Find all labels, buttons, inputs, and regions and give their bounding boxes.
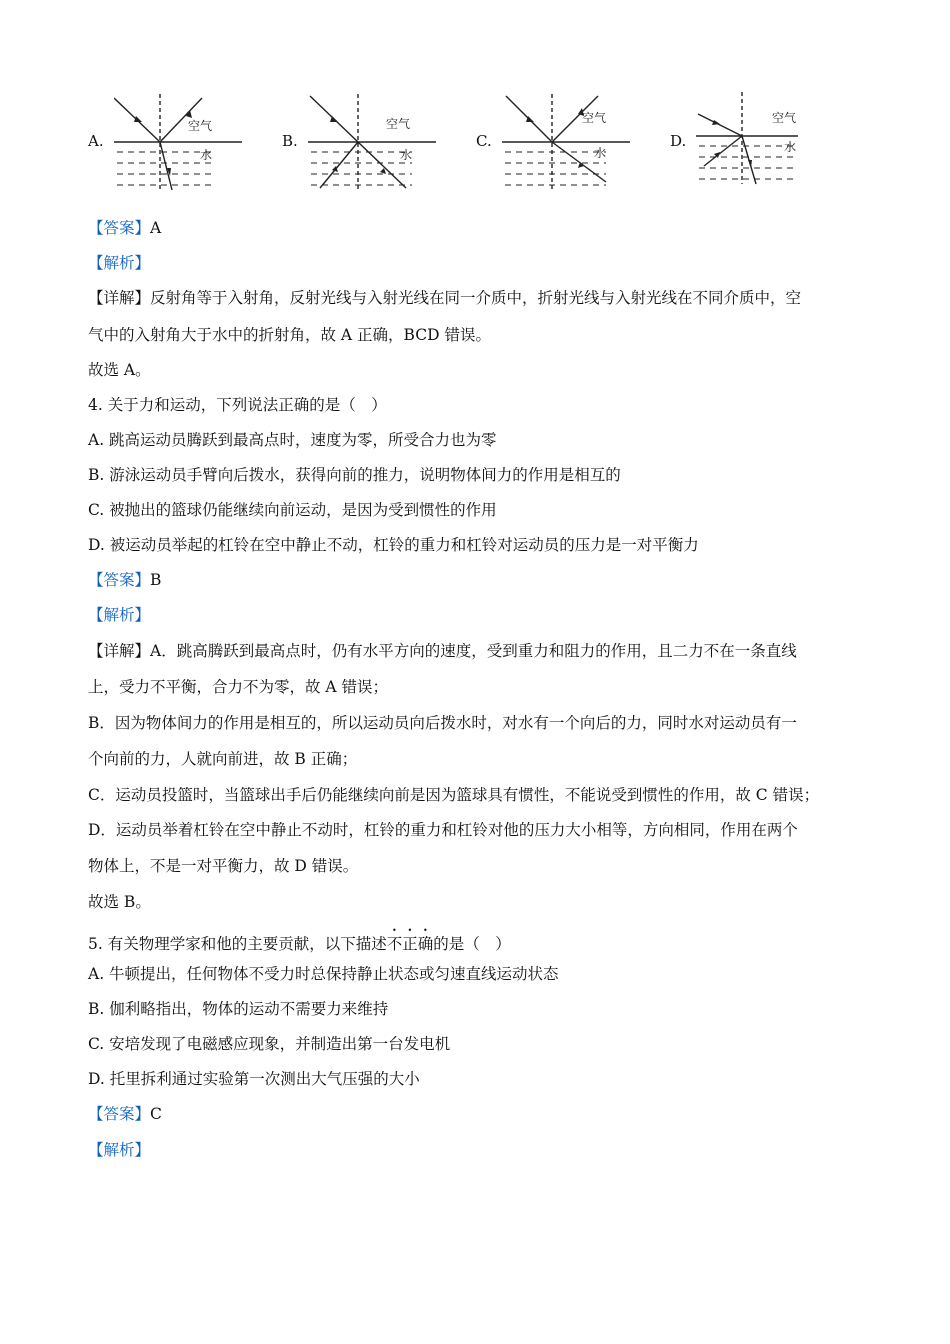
figure-option-label: B. [282, 132, 298, 150]
figure-option-label: A. [88, 132, 104, 150]
q4-detail-a-1: 【详解】A．跳高腾跃到最高点时，仍有水平方向的速度，受到重力和阻力的作用，且二力不在一条直线 [88, 642, 797, 660]
q5-analysis-tag: 【解析】 [88, 1141, 151, 1159]
emphasized-text: 不正确 [386, 935, 434, 953]
q4-detail-a-2: 上，受力不平衡，合力不为零，故 A 错误； [88, 678, 389, 696]
figure-option-a [88, 88, 288, 198]
q3-detail-line-2: 气中的入射角大于水中的折射角，故 A 正确，BCD 错误。 [88, 326, 491, 344]
q5-option-a: A. 牛顿提出，任何物体不受力时总保持静止状态或匀速直线运动状态 [88, 965, 559, 983]
answer-value: C [150, 1105, 162, 1123]
refraction-diagram-d [696, 88, 826, 193]
q5-stem: 5. 有关物理学家和他的主要贡献，以下描述不正确的是（ ） [88, 935, 511, 953]
answer-value: B [150, 571, 162, 589]
air-label: 空气 [772, 111, 797, 125]
q4-detail-b-1: B．因为物体间力的作用是相互的，所以运动员向后拨水时，对水有一个向后的力，同时水对运动员有一 [88, 714, 797, 732]
detail-tag: 【详解】 [88, 642, 151, 660]
q4-option-b: B. 游泳运动员手臂向后拨水，获得向前的推力，说明物体间力的作用是相互的 [88, 466, 621, 484]
water-label: 水 [200, 148, 213, 162]
answer-tag: 【答案】 [88, 219, 151, 237]
q3-analysis-tag: 【解析】 [88, 254, 151, 272]
q3-detail-line-1: 【详解】反射角等于入射角，反射光线与入射光线在同一介质中，折射光线与入射光线在不同介质中，空 [88, 289, 802, 307]
q4-option-a: A. 跳高运动员腾跃到最高点时，速度为零，所受合力也为零 [88, 431, 497, 449]
q5-option-d: D. 托里拆利通过实验第一次测出大气压强的大小 [88, 1070, 420, 1088]
q4-answer-line [88, 568, 161, 590]
answer-tag: 【答案】 [88, 571, 151, 589]
refraction-diagram-c [502, 88, 632, 193]
q5-option-c: C. 安培发现了电磁感应现象，并制造出第一台发电机 [88, 1035, 451, 1053]
q4-option-c: C. 被抛出的篮球仍能继续向前运动，是因为受到惯性的作用 [88, 501, 497, 519]
q4-detail-d-2: 物体上，不是一对平衡力，故 D 错误。 [88, 857, 359, 875]
figure-option-d [670, 88, 870, 198]
q4-analysis-tag: 【解析】 [88, 606, 151, 624]
figure-option-c [476, 88, 676, 198]
q4-detail-c-1: C．运动员投篮时，当篮球出手后仍能继续向前是因为篮球具有惯性，不能说受到惯性的作用，故 C 错误； [88, 786, 820, 804]
q5-option-b: B. 伽利略指出，物体的运动不需要力来维持 [88, 1000, 389, 1018]
refraction-diagram-a [114, 88, 244, 193]
figure-row [0, 88, 950, 198]
figure-option-label: D. [670, 132, 687, 150]
q4-conclusion: 故选 B。 [88, 893, 151, 911]
air-label: 空气 [582, 111, 607, 125]
figure-option-b [282, 88, 482, 198]
figure-option-label: C. [476, 132, 492, 150]
answer-tag: 【答案】 [88, 1105, 151, 1123]
q4-detail-b-2: 个向前的力，人就向前进，故 B 正确； [88, 750, 358, 768]
q3-answer-line [88, 216, 161, 238]
refraction-diagram-b [308, 88, 438, 193]
q5-answer-line [88, 1102, 162, 1124]
water-label: 水 [400, 148, 413, 162]
answer-value: A [150, 219, 162, 237]
q4-stem: 4. 关于力和运动，下列说法正确的是（ ） [88, 396, 387, 414]
q4-detail-d-1: D．运动员举着杠铃在空中静止不动时，杠铃的重力和杠铃对他的压力大小相等，方向相同，作用在两个 [88, 821, 798, 839]
water-label: 水 [594, 146, 607, 160]
air-label: 空气 [188, 119, 213, 133]
q3-conclusion: 故选 A。 [88, 361, 151, 379]
air-label: 空气 [386, 117, 411, 131]
q4-option-d: D. 被运动员举起的杠铃在空中静止不动，杠铃的重力和杠铃对运动员的压力是一对平衡力 [88, 536, 699, 554]
detail-tag: 【详解】 [88, 289, 151, 307]
water-label: 水 [784, 140, 797, 154]
